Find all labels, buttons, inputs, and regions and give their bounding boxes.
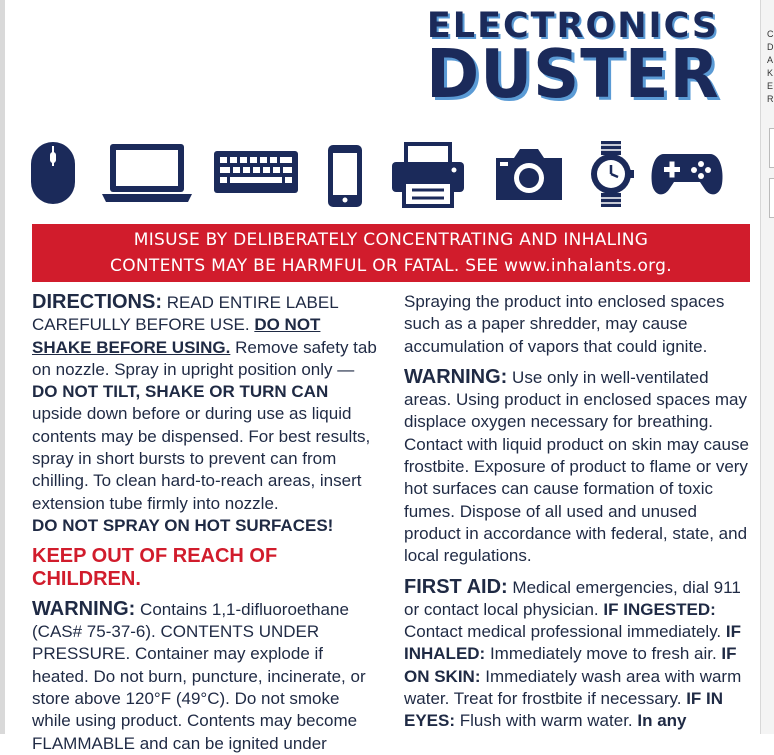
right-warning-paragraph [404, 366, 750, 568]
first-aid-heading: FIRST AID: [404, 575, 508, 598]
side-letter: K [767, 68, 774, 78]
side-letter: E [767, 81, 774, 91]
if-inhaled: IF INHALED: [404, 622, 741, 664]
left-edge-bar [0, 0, 5, 734]
laptop-icon [100, 142, 194, 206]
mouse-icon [28, 140, 78, 206]
first-aid-text-5: Flush with warm water. [455, 711, 638, 731]
if-ingested: IF INGESTED: [603, 599, 716, 619]
side-field[interactable] [769, 128, 774, 168]
if-in-eyes: IF IN EYES: [404, 689, 724, 731]
side-letter: D [767, 42, 774, 52]
left-warning-text: Contains 1,1-difluoroethane (CAS# 75-37-6). CONTENTS UNDER PRESSURE. Container may explode if heated. Do not burn, puncture, incinerate, or store above 120°F (49°C). Do not smoke while using product. Contents may become FLAMMABLE and can be ignited under [32, 599, 366, 753]
directions-text-3: upside down before or during use as liquid contents may be dispensed. For best results, spray in short bursts to prevent can from chilling. To clean hard-to-reach areas, insert extension tube firmly into nozzle. [32, 404, 371, 513]
directions-text-1: READ ENTIRE LABEL CAREFULLY BEFORE USE. [32, 293, 339, 335]
device-icons-row [28, 140, 728, 210]
camera-icon [494, 146, 564, 202]
misuse-warning-banner [32, 224, 750, 282]
adjacent-window-strip[interactable] [760, 0, 774, 734]
if-on-skin: IF ON SKIN: [404, 644, 737, 686]
first-aid-text-3: Immediately move to fresh air. [485, 644, 722, 664]
first-aid-text-2: Contact medical professional immediately. [404, 622, 726, 642]
banner-line-1: MISUSE BY DELIBERATELY CONCENTRATING AND INHALING [133, 230, 649, 250]
right-warning-heading: WARNING: [404, 365, 508, 388]
directions-paragraph [32, 291, 382, 515]
brand-line-1: ELECTRONICS [426, 6, 720, 46]
brand-line-2: DUSTER [426, 36, 720, 114]
keep-out-of-reach: KEEP OUT OF REACH OF CHILDREN. [32, 545, 278, 590]
gamepad-icon [650, 150, 724, 198]
printer-icon [390, 142, 466, 208]
no-hot-surfaces: DO NOT SPRAY ON HOT SURFACES! [32, 515, 334, 535]
phone-icon [325, 144, 365, 208]
side-letter: A [767, 55, 774, 65]
right-warning-text: Use only in well-ventilated areas. Using product in enclosed spaces may displace oxygen necessary for breathing. Contact with liquid product on skin may cause frostbite. Exposure of product to flame or very hot surfaces can cause formation of toxic fumes. Dispose of all used and unused product in accordance with federal, state, and local regulations. [404, 367, 749, 566]
directions-no-shake: DO NOT SHAKE BEFORE USING. [32, 315, 321, 357]
first-aid-text-4: Immediately wash area with warm water. Treat for frostbite if necessary. [404, 666, 742, 709]
left-warning-heading: WARNING: [32, 597, 136, 620]
directions-heading: DIRECTIONS: [32, 291, 162, 313]
first-aid-text-1: Medical emergencies, dial 911 or contact local physician. [404, 577, 741, 619]
banner-line-2: CONTENTS MAY BE HARMFUL OR FATAL. SEE www.inhalants.org. [110, 256, 672, 276]
watch-icon [588, 140, 634, 208]
directions-no-tilt: DO NOT TILT, SHAKE OR TURN CAN [32, 382, 329, 402]
directions-text-2: Remove safety tab on nozzle. Spray in upright position only — [32, 337, 377, 379]
left-column [32, 291, 382, 755]
left-warning-paragraph [32, 598, 382, 755]
side-letter: C [767, 29, 774, 39]
enclosed-spaces-paragraph: Spraying the product into enclosed spaces such as a paper shredder, may cause accumulation of vapors that could ignite. [404, 292, 725, 356]
in-any-text: In any [637, 711, 687, 731]
side-letter: R [767, 94, 774, 104]
keyboard-icon [213, 150, 299, 194]
right-column [404, 291, 750, 733]
side-field[interactable] [769, 178, 774, 218]
first-aid-paragraph [404, 576, 750, 733]
